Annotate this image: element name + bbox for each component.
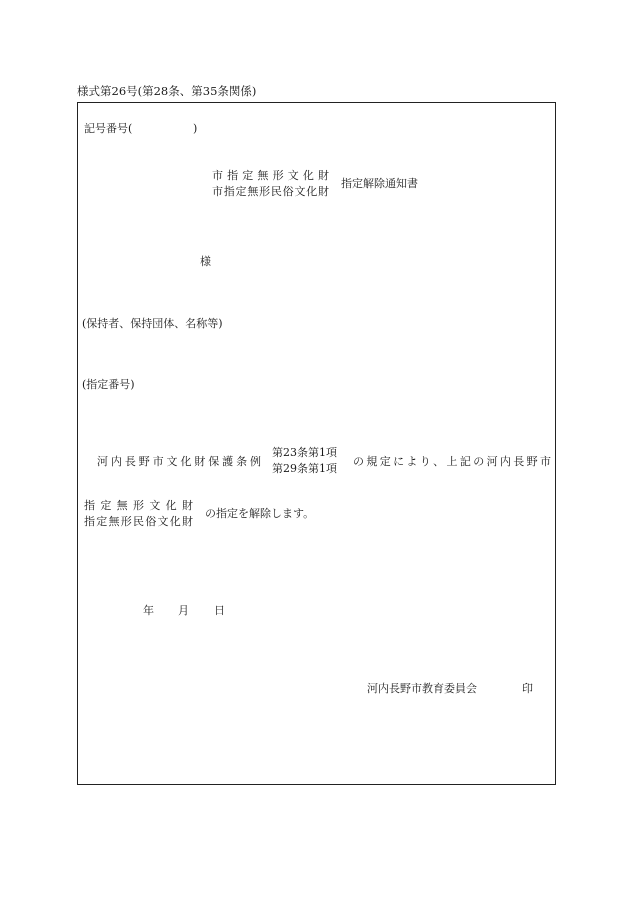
title-line-1: 市 指 定 無 形 文 化 財 <box>212 169 329 182</box>
form-frame <box>77 102 556 785</box>
title-line-2: 市指定無形民俗文化財 <box>212 185 329 198</box>
holder-label: (保持者、保持団体、名称等) <box>82 317 223 330</box>
article-29: 第29条第1項 <box>272 462 337 475</box>
title-suffix: 指定解除通知書 <box>341 177 418 190</box>
record-number-close: ) <box>193 122 198 135</box>
form-number: 様式第26号(第28条、第35条関係) <box>77 84 257 98</box>
date-day: 日 <box>214 604 225 617</box>
honorific: 様 <box>200 255 211 268</box>
type-line-1: 指 定 無 形 文 化 財 <box>84 499 193 512</box>
revocation-statement: の指定を解除します。 <box>205 507 315 520</box>
date-month: 月 <box>178 604 189 617</box>
record-number-label: 記号番号( <box>84 122 133 135</box>
regulation-clause: の規定により、上記の河内長野市 <box>353 455 551 468</box>
date-year: 年 <box>143 604 154 617</box>
designation-number-label: (指定番号) <box>82 378 135 391</box>
article-23: 第23条第1項 <box>272 446 337 459</box>
ordinance-name: 河内長野市文化財保護条例 <box>97 455 261 468</box>
type-line-2: 指定無形民俗文化財 <box>84 515 193 528</box>
seal-mark: 印 <box>522 682 533 695</box>
issuer-name: 河内長野市教育委員会 <box>367 682 477 695</box>
